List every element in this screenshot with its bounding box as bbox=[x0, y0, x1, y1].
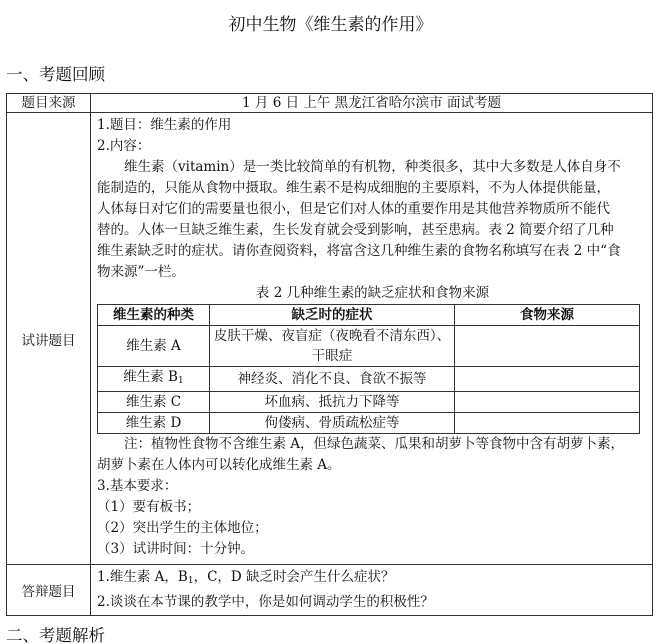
header-food-source: 食物来源 bbox=[455, 305, 640, 326]
table-row bbox=[98, 326, 640, 367]
requirement-item: （3）试讲时间：十分钟。 bbox=[97, 541, 255, 557]
food-source-cell bbox=[455, 413, 640, 434]
vitamin-table-header bbox=[98, 305, 640, 326]
paragraph-line: 维生素（vitamin）是一类比较简单的有机物，种类很多，其中大多数是人体自身不 bbox=[124, 159, 621, 175]
exam-table bbox=[6, 93, 653, 616]
defense-row bbox=[7, 565, 653, 616]
requirements-heading: 3.基本要求： bbox=[97, 478, 178, 494]
defense-question-1: 1.维生素 A，$B_1$，C，D 缺乏时会产生什么症状？ bbox=[97, 569, 395, 586]
section-heading-analysis: 二、考题解析 bbox=[6, 626, 105, 644]
document-title: 初中生物《维生素的作用》 bbox=[228, 15, 433, 35]
defense-question-2: 2.谈谈在本节课的教学中，你是如何调动学生的积极性？ bbox=[97, 594, 434, 610]
requirement-item: （1）要有板书； bbox=[97, 499, 201, 515]
defense-label: 答辩题目 bbox=[7, 565, 91, 616]
trial-content bbox=[91, 113, 653, 565]
trial-row bbox=[7, 113, 653, 565]
table-row bbox=[98, 392, 640, 413]
food-source-cell bbox=[455, 392, 640, 413]
topic-line: 1.题目：维生素的作用 bbox=[97, 117, 232, 133]
section-heading-review: 一、考题回顾 bbox=[6, 65, 105, 84]
note-line: 胡萝卜素在人体内可以转化成维生素 A。 bbox=[97, 457, 341, 473]
source-row bbox=[7, 94, 653, 113]
paragraph-line: 替的。人体一旦缺乏维生素，生长发育就会受到影响，甚至患病。表 2 简要介绍了几种 bbox=[97, 222, 614, 238]
table-row bbox=[98, 413, 640, 434]
symptom-cell: 坏血病、抵抗力下降等 bbox=[210, 392, 455, 413]
paragraph-line: 维生素缺乏时的症状。请你查阅资料，将富含这几种维生素的食物名称填写在表 2 中“食 bbox=[97, 243, 621, 259]
source-value: 1 月 6 日 上午 黑龙江省哈尔滨市 面试考题 bbox=[91, 94, 653, 113]
symptom-cell: 神经炎、消化不良、食欲不振等 bbox=[210, 367, 455, 392]
vitamin-table bbox=[97, 304, 640, 434]
table-row bbox=[98, 367, 640, 392]
symptom-cell: 佝偻病、骨质疏松症等 bbox=[210, 413, 455, 434]
note bbox=[97, 434, 648, 476]
vitamin-name: 维生素 D bbox=[98, 413, 210, 434]
paragraph-line: 能制造的，只能从食物中摄取。维生素不是构成细胞的主要原料，不为人体提供能量， bbox=[97, 180, 610, 196]
symptom-cell: 皮肤干燥、夜盲症（夜晚看不清东西）、 干眼症 bbox=[210, 326, 455, 367]
vitamin-name: 维生素 $B_1$ bbox=[98, 367, 210, 392]
paragraph-line: 人体每日对它们的需要量也很小，但是它们对人体的重要作用是其他营养物质所不能代 bbox=[97, 201, 610, 217]
paragraph-line: 物来源”一栏。 bbox=[97, 264, 185, 280]
food-source-cell bbox=[455, 326, 640, 367]
requirement-item: （2）突出学生的主体地位； bbox=[97, 520, 268, 536]
food-source-cell bbox=[455, 367, 640, 392]
vitamin-name: 维生素 C bbox=[98, 392, 210, 413]
source-label: 题目来源 bbox=[7, 94, 91, 113]
vitamin-name: 维生素 A bbox=[98, 326, 210, 367]
content-heading: 2.内容： bbox=[97, 138, 151, 154]
content-paragraph bbox=[97, 157, 648, 283]
header-symptoms: 缺乏时的症状 bbox=[210, 305, 455, 326]
defense-content bbox=[91, 565, 653, 616]
inner-table-caption: 表 2 几种维生素的缺乏症状和食物来源 bbox=[255, 285, 490, 301]
trial-label: 试讲题目 bbox=[7, 113, 91, 565]
note-line: 注：植物性食物不含维生素 A，但绿色蔬菜、瓜果和胡萝卜等食物中含有胡萝卜素， bbox=[124, 436, 625, 452]
header-vitamin-type: 维生素的种类 bbox=[98, 305, 210, 326]
